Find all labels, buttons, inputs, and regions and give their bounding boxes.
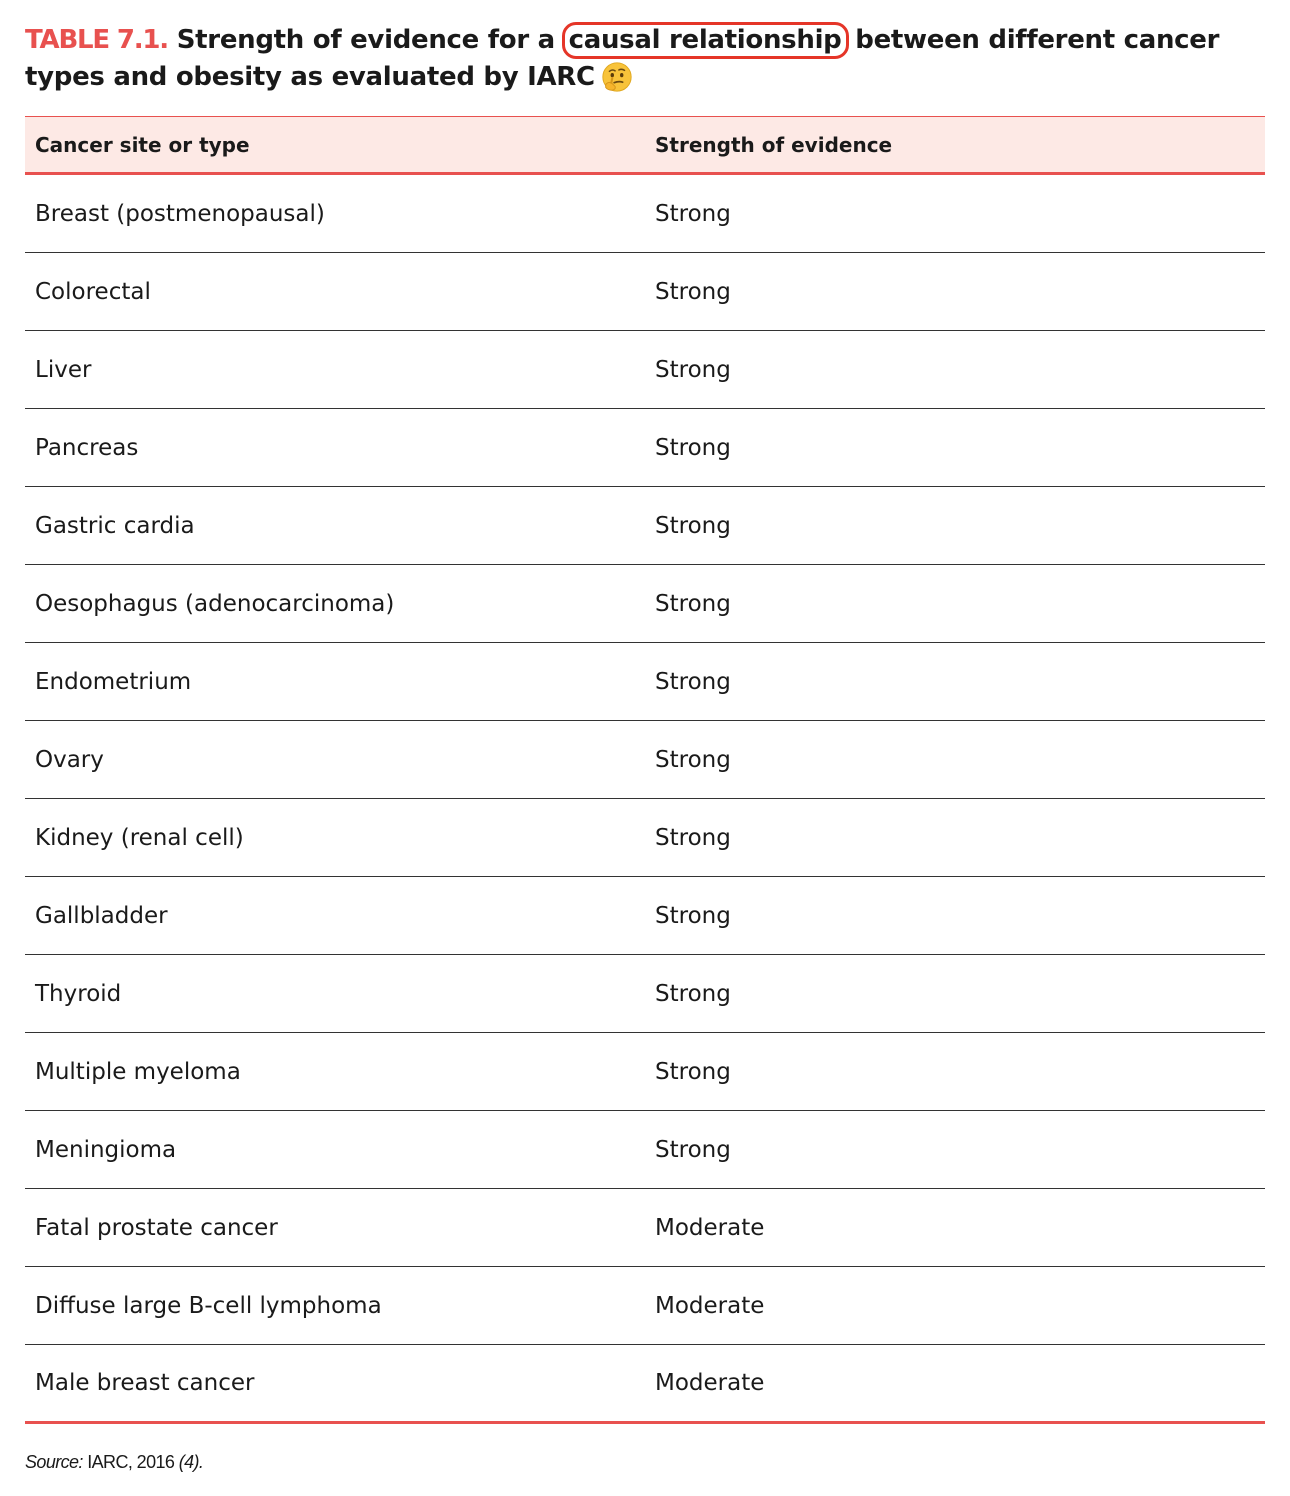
caption-text-after: between different cancer types and obesity as evaluated by IARC xyxy=(25,25,1220,92)
caption-text-before: Strength of evidence for a xyxy=(176,25,555,55)
strength-cell: Strong xyxy=(655,434,731,461)
table-row xyxy=(25,175,1265,253)
table-row xyxy=(25,487,1265,565)
table-caption xyxy=(25,22,1270,96)
strength-cell: Strong xyxy=(655,746,731,773)
table-row xyxy=(25,253,1265,331)
cancer-site-cell: Fatal prostate cancer xyxy=(35,1214,278,1241)
strength-cell: Strong xyxy=(655,1136,731,1163)
strength-cell: Strong xyxy=(655,824,731,851)
cancer-site-cell: Gallbladder xyxy=(35,902,168,929)
table-row xyxy=(25,1033,1265,1111)
cancer-site-cell: Multiple myeloma xyxy=(35,1058,241,1085)
table-row xyxy=(25,409,1265,487)
cancer-site-cell: Thyroid xyxy=(35,980,122,1007)
table-row xyxy=(25,565,1265,643)
column-header-cancer-site: Cancer site or type xyxy=(35,132,250,157)
strength-cell: Moderate xyxy=(655,1292,765,1319)
strength-cell: Strong xyxy=(655,668,731,695)
evidence-table xyxy=(25,116,1265,1424)
table-row xyxy=(25,1345,1265,1424)
strength-cell: Strong xyxy=(655,1058,731,1085)
strength-cell: Moderate xyxy=(655,1214,765,1241)
strength-cell: Strong xyxy=(655,590,731,617)
source-note xyxy=(25,1452,203,1473)
source-label: Source: xyxy=(25,1452,83,1472)
table-row xyxy=(25,331,1265,409)
cancer-site-cell: Meningioma xyxy=(35,1136,177,1163)
cancer-site-cell: Oesophagus (adenocarcinoma) xyxy=(35,590,395,617)
highlighted-phrase: causal relationship xyxy=(562,22,849,59)
table-label: TABLE 7.1. xyxy=(25,25,168,55)
strength-cell: Strong xyxy=(655,512,731,539)
table-row xyxy=(25,799,1265,877)
cancer-site-cell: Endometrium xyxy=(35,668,192,695)
table-row xyxy=(25,1111,1265,1189)
source-ref: (4). xyxy=(178,1452,204,1472)
cancer-site-cell: Colorectal xyxy=(35,278,151,305)
strength-cell: Strong xyxy=(655,980,731,1007)
cancer-site-cell: Diffuse large B-cell lymphoma xyxy=(35,1292,382,1319)
cancer-site-cell: Pancreas xyxy=(35,434,139,461)
table-header-row xyxy=(25,117,1265,175)
cancer-site-cell: Kidney (renal cell) xyxy=(35,824,244,851)
source-text: IARC, 2016 xyxy=(87,1452,175,1472)
table-body xyxy=(25,175,1265,1424)
cancer-site-cell: Gastric cardia xyxy=(35,512,195,539)
thinking-face-icon xyxy=(600,60,634,94)
strength-cell: Strong xyxy=(655,200,731,227)
cancer-site-cell: Ovary xyxy=(35,746,104,773)
strength-cell: Strong xyxy=(655,902,731,929)
cancer-site-cell: Liver xyxy=(35,356,92,383)
table-row xyxy=(25,1267,1265,1345)
cancer-site-cell: Male breast cancer xyxy=(35,1370,255,1396)
table-row xyxy=(25,1189,1265,1267)
cancer-site-cell: Breast (postmenopausal) xyxy=(35,200,325,227)
table-row xyxy=(25,955,1265,1033)
strength-cell: Moderate xyxy=(655,1370,765,1396)
strength-cell: Strong xyxy=(655,278,731,305)
table-row xyxy=(25,721,1265,799)
strength-cell: Strong xyxy=(655,356,731,383)
table-row xyxy=(25,643,1265,721)
column-header-strength: Strength of evidence xyxy=(655,132,893,157)
table-row xyxy=(25,877,1265,955)
